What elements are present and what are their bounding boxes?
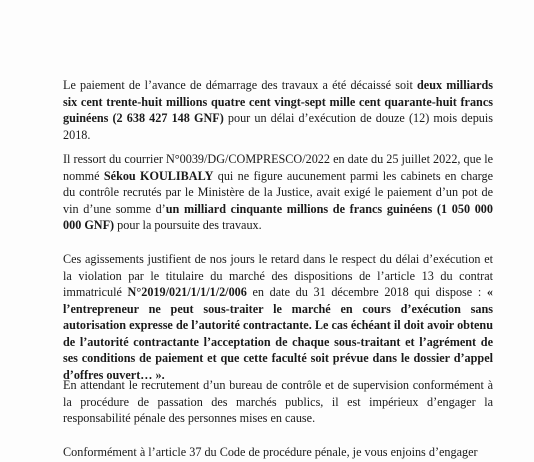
text-run: Ces agissements justifient de nos jours le retard dans le respect du délai d’exécution et la violation par le titulaire du marché des dispositions de l’article 13 du contrat immatriculé (63, 252, 493, 299)
text-run: qui ne figure aucunement parmi les cabinets en charge du contrôle recrutés par le Ministère de la Justice, avait exigé le paiement d’un pot de vin d’une somme d’ (63, 168, 493, 216)
bold-text-run: un milliard cinquante millions de francs guinéens (1 050 000 000 GNF) (63, 201, 493, 232)
text-run: Le paiement de l’avance de démarrage des travaux a été décaissé soit (63, 78, 418, 92)
paragraph-injunction (63, 444, 493, 461)
text-run: Il ressort du courrier N°0039/DG/COMPRESCO/2022 en date du 25 juillet 2022, que le nommé (63, 152, 493, 183)
bold-text-run: deux milliards six cent trente-huit millions quatre cent vingt-sept mille cent quarante-huit francs guinéens (2 638 427 148 GNF) (63, 78, 493, 125)
bold-text-run: Sékou KOULIBALY (103, 168, 214, 183)
paragraph-advance-payment (63, 77, 493, 143)
text-run: En attendant le recrutement d’un bureau de contrôle et de supervision conformément à la procédure de passation des marchés publics, il est impérieux d’engager la responsabilité pénale des personnes mises en cause. (63, 378, 493, 425)
paragraph-bribe-request (63, 151, 493, 234)
text-run: pour un délai d’exécution de douze (12) mois depuis 2018. (63, 111, 494, 142)
text-run: pour la poursuite des travaux. (114, 218, 262, 232)
bold-text-run: N°2019/021/1/1/1/2/006 (127, 285, 247, 299)
paragraph-criminal-liability (63, 377, 493, 427)
text-run: Conformément à l’article 37 du Code de procédure pénale, je vous enjoins d’engager (63, 445, 478, 459)
paragraph-contract-violation (63, 251, 493, 383)
text-run: en date du 31 décembre 2018 qui dispose : (246, 285, 487, 299)
bold-text-run: « l’entrepreneur ne peut sous-traiter le marché en cours d’exécution sans autorisation expresse de l’autorité contractante. Le cas échéant il doit avoir obtenu de l’autorité contractante l’acceptation de chaque sous-traitant et l’agrément de ses conditions de paiement et que cette faculté soit prévue dans le dossier d’appel d’offres ouvert… ». (63, 285, 493, 382)
